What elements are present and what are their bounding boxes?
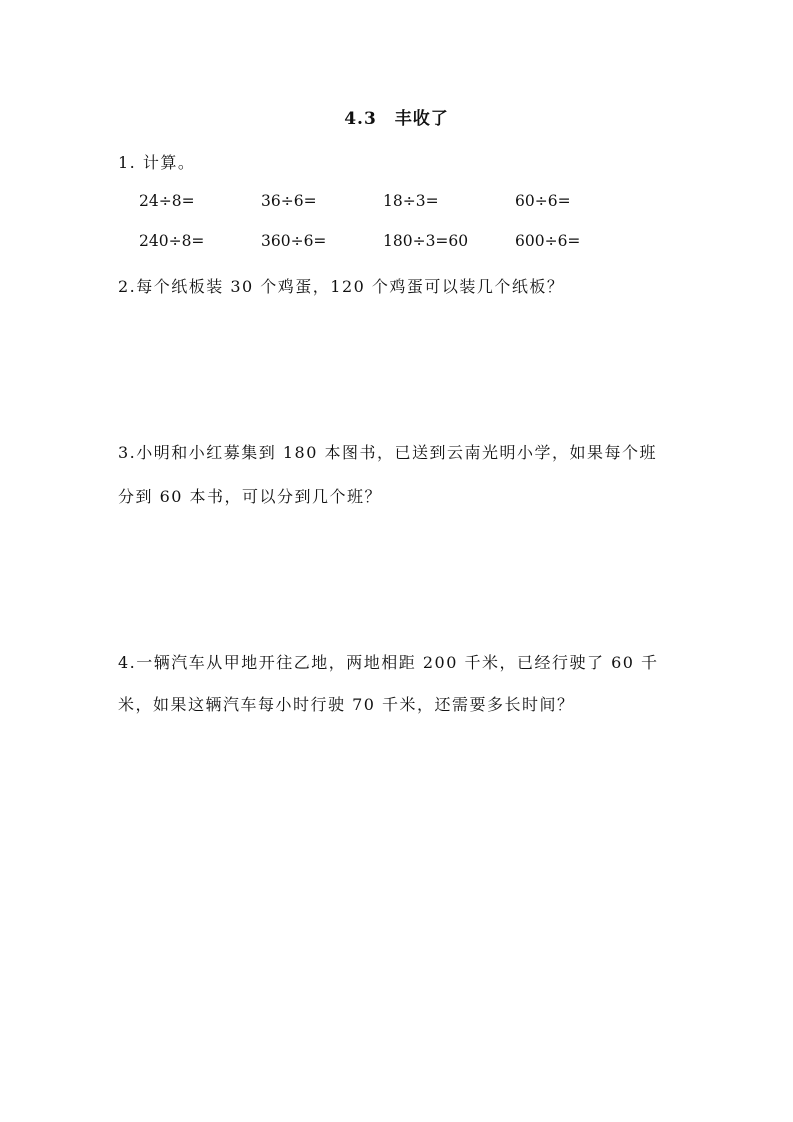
section-number: 4.3 <box>344 109 377 129</box>
question-3-line-1: 3.小明和小红募集到 180 本图书，已送到云南光明小学，如果每个班 <box>118 443 657 462</box>
question-2-text: 2.每个纸板装 30 个鸡蛋，120 个鸡蛋可以装几个纸板？ <box>118 277 565 296</box>
calc-item: 24÷8= <box>139 192 195 210</box>
calc-item: 180÷3=60 <box>383 232 469 250</box>
calc-item: 60÷6= <box>515 192 571 210</box>
page-title <box>0 104 793 129</box>
question-4-line-1: 4.一辆汽车从甲地开往乙地，两地相距 200 千米，已经行驶了 60 千 <box>118 653 659 672</box>
calc-item: 18÷3= <box>383 192 439 210</box>
calc-item: 360÷6= <box>261 232 327 250</box>
calc-item: 36÷6= <box>261 192 317 210</box>
calc-item: 600÷6= <box>515 232 581 250</box>
question-1-label: 1. 计算。 <box>118 153 196 172</box>
section-title: 丰收了 <box>394 109 449 129</box>
question-3-line-2: 分到 60 本书，可以分到几个班？ <box>118 487 383 506</box>
question-4-line-2: 米，如果这辆汽车每小时行驶 70 千米，还需要多长时间？ <box>118 695 575 714</box>
calc-item: 240÷8= <box>139 232 205 250</box>
